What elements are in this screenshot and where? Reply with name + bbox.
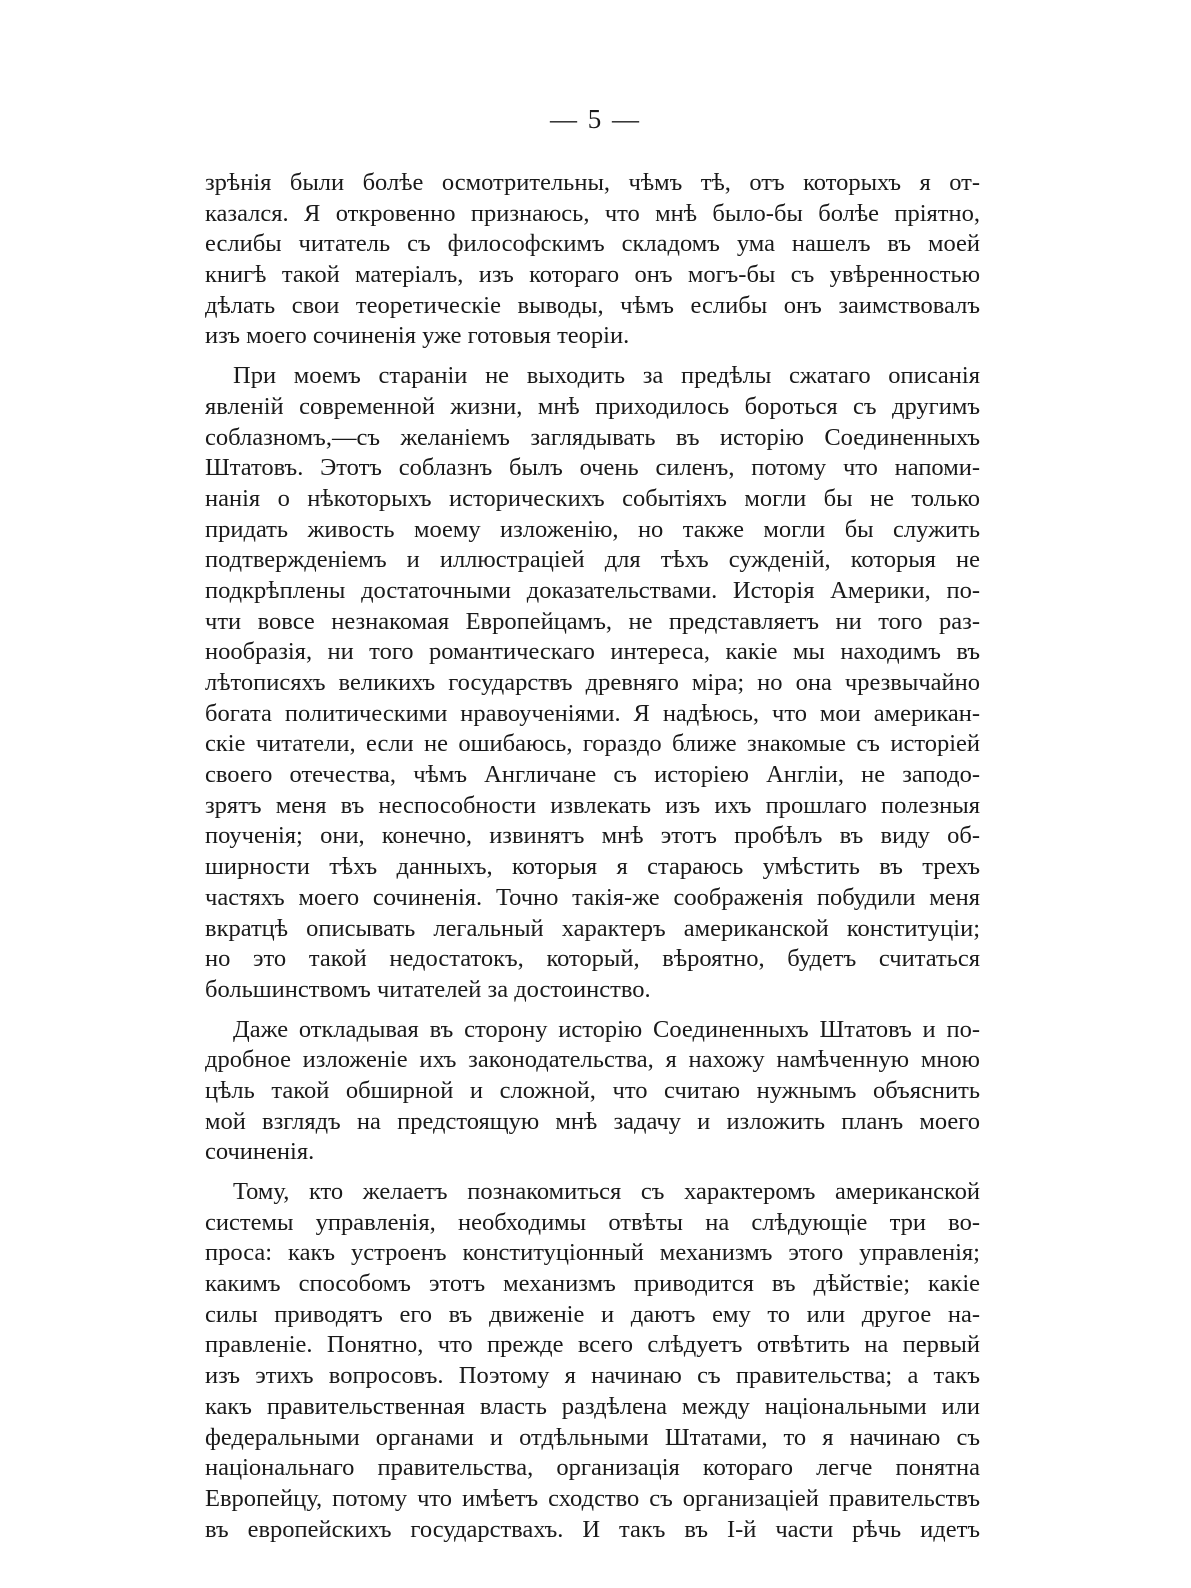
text-line: силы приводятъ его въ движеніе и даютъ ему то или другое на- <box>205 1300 980 1328</box>
text-line: своего отечества, чѣмъ Англичане съ исторіею Англіи, не заподо- <box>205 761 980 789</box>
text-line: въ европейскихъ государствахъ. И такъ въ I-й части рѣчь идетъ <box>205 1515 980 1543</box>
text-line: еслибы читатель съ философскимъ складомъ ума нашелъ въ моей <box>205 230 980 258</box>
text-line: системы управленія, необходимы отвѣты на слѣдующіе три во- <box>205 1208 980 1236</box>
text-line: Европейцу, потому что имѣетъ сходство съ организаціей правительствъ <box>205 1484 980 1512</box>
text-line: ширности тѣхъ данныхъ, которыя я стараюсь умѣстить въ трехъ <box>205 853 980 881</box>
text-line: но это такой недостатокъ, который, вѣроятно, будетъ считаться <box>205 945 980 973</box>
text-line: зрѣнія были болѣе осмотрительны, чѣмъ тѣ, отъ которыхъ я от- <box>205 169 980 196</box>
text-line: какъ правительственная власть раздѣлена между національными или <box>205 1392 980 1420</box>
text-line: скіе читатели, если не ошибаюсь, гораздо ближе знакомые съ исторіей <box>205 730 980 758</box>
page-number: — 5 — <box>550 104 641 134</box>
paragraph <box>205 361 980 1005</box>
text-line: нообразія, ни того романтическаго интереса, какіе мы находимъ въ <box>205 638 980 666</box>
text-line: большинствомъ читателей за достоинство. <box>205 975 651 1003</box>
text-line: частяхъ моего сочиненія. Точно такія-же соображенія побудили меня <box>205 883 980 911</box>
text-line: дѣлать свои теоретическіе выводы, чѣмъ еслибы онъ заимствовалъ <box>205 291 980 319</box>
text-line: нанія о нѣкоторыхъ историческихъ событіяхъ могли бы не только <box>205 484 980 512</box>
text-line: сочиненія. <box>205 1138 315 1166</box>
text-line: изъ моего сочиненія уже готовыя теоріи. <box>205 322 630 350</box>
text-line: подкрѣплены достаточными доказательствами. Исторія Америки, по- <box>205 576 980 604</box>
text-line: Тому, кто желаетъ познакомиться съ характеромъ американской <box>233 1178 980 1205</box>
text-line: поученія; они, конечно, извинятъ мнѣ этотъ пробѣлъ въ виду об- <box>205 822 980 850</box>
text-line: При моемъ стараніи не выходить за предѣлы сжатаго описанія <box>233 362 980 390</box>
text-line: дробное изложеніе ихъ законодательства, я нахожу намѣченную мною <box>205 1046 980 1074</box>
text-line: вкратцѣ описывать легальный характеръ американской конституціи; <box>205 914 980 942</box>
text-line: изъ этихъ вопросовъ. Поэтому я начинаю съ правительства; а такъ <box>205 1362 980 1390</box>
text-line: придать живость моему изложенію, но также могли бы служить <box>205 515 980 543</box>
text-line: явленій современной жизни, мнѣ приходилось бороться съ другимъ <box>205 392 980 420</box>
text-line: какимъ способомъ этотъ механизмъ приводится въ дѣйствіе; какіе <box>205 1270 980 1298</box>
text-line: лѣтописяхъ великихъ государствъ древняго міра; но она чрезвычайно <box>205 669 980 696</box>
text-line: подтвержденіемъ и иллюстраціей для тѣхъ сужденій, которыя не <box>205 546 980 574</box>
text-line: богата политическими нравоученіями. Я надѣюсь, что мои американ- <box>205 699 980 727</box>
text-line: мой взглядъ на предстоящую мнѣ задачу и изложить планъ моего <box>205 1107 980 1135</box>
text-line: зрятъ меня въ неспособности извлекать изъ ихъ прошлаго полезныя <box>205 791 980 819</box>
text-line: Даже откладывая въ сторону исторію Соединенныхъ Штатовъ и по- <box>233 1015 980 1043</box>
paragraph <box>205 1015 980 1168</box>
text-line: книгѣ такой матеріалъ, изъ котораго онъ могъ-бы съ увѣренностью <box>205 261 980 289</box>
body-text <box>205 168 980 1545</box>
text-line: проса: какъ устроенъ конституціонный механизмъ этого управленія; <box>205 1239 980 1267</box>
text-line: соблазномъ,—съ желаніемъ заглядывать въ исторію Соединенныхъ <box>205 423 980 451</box>
text-line: чти вовсе незнакомая Европейцамъ, не представляетъ ни того раз- <box>205 607 980 635</box>
paragraph <box>205 168 980 352</box>
text-line: правленіе. Понятно, что прежде всего слѣдуетъ отвѣтить на первый <box>205 1331 980 1359</box>
text-line: цѣль такой обширной и сложной, что считаю нужнымъ объяснить <box>205 1076 980 1104</box>
text-line: національнаго правительства, организація котораго легче понятна <box>205 1454 980 1482</box>
text-line: Штатовъ. Этотъ соблазнъ былъ очень силенъ, потому что напоми- <box>205 454 980 482</box>
text-line: казался. Я откровенно признаюсь, что мнѣ было-бы болѣе пріятно, <box>205 199 980 227</box>
paragraph <box>205 1177 980 1545</box>
text-line: федеральными органами и отдѣльными Штатами, то я начинаю съ <box>205 1423 980 1451</box>
